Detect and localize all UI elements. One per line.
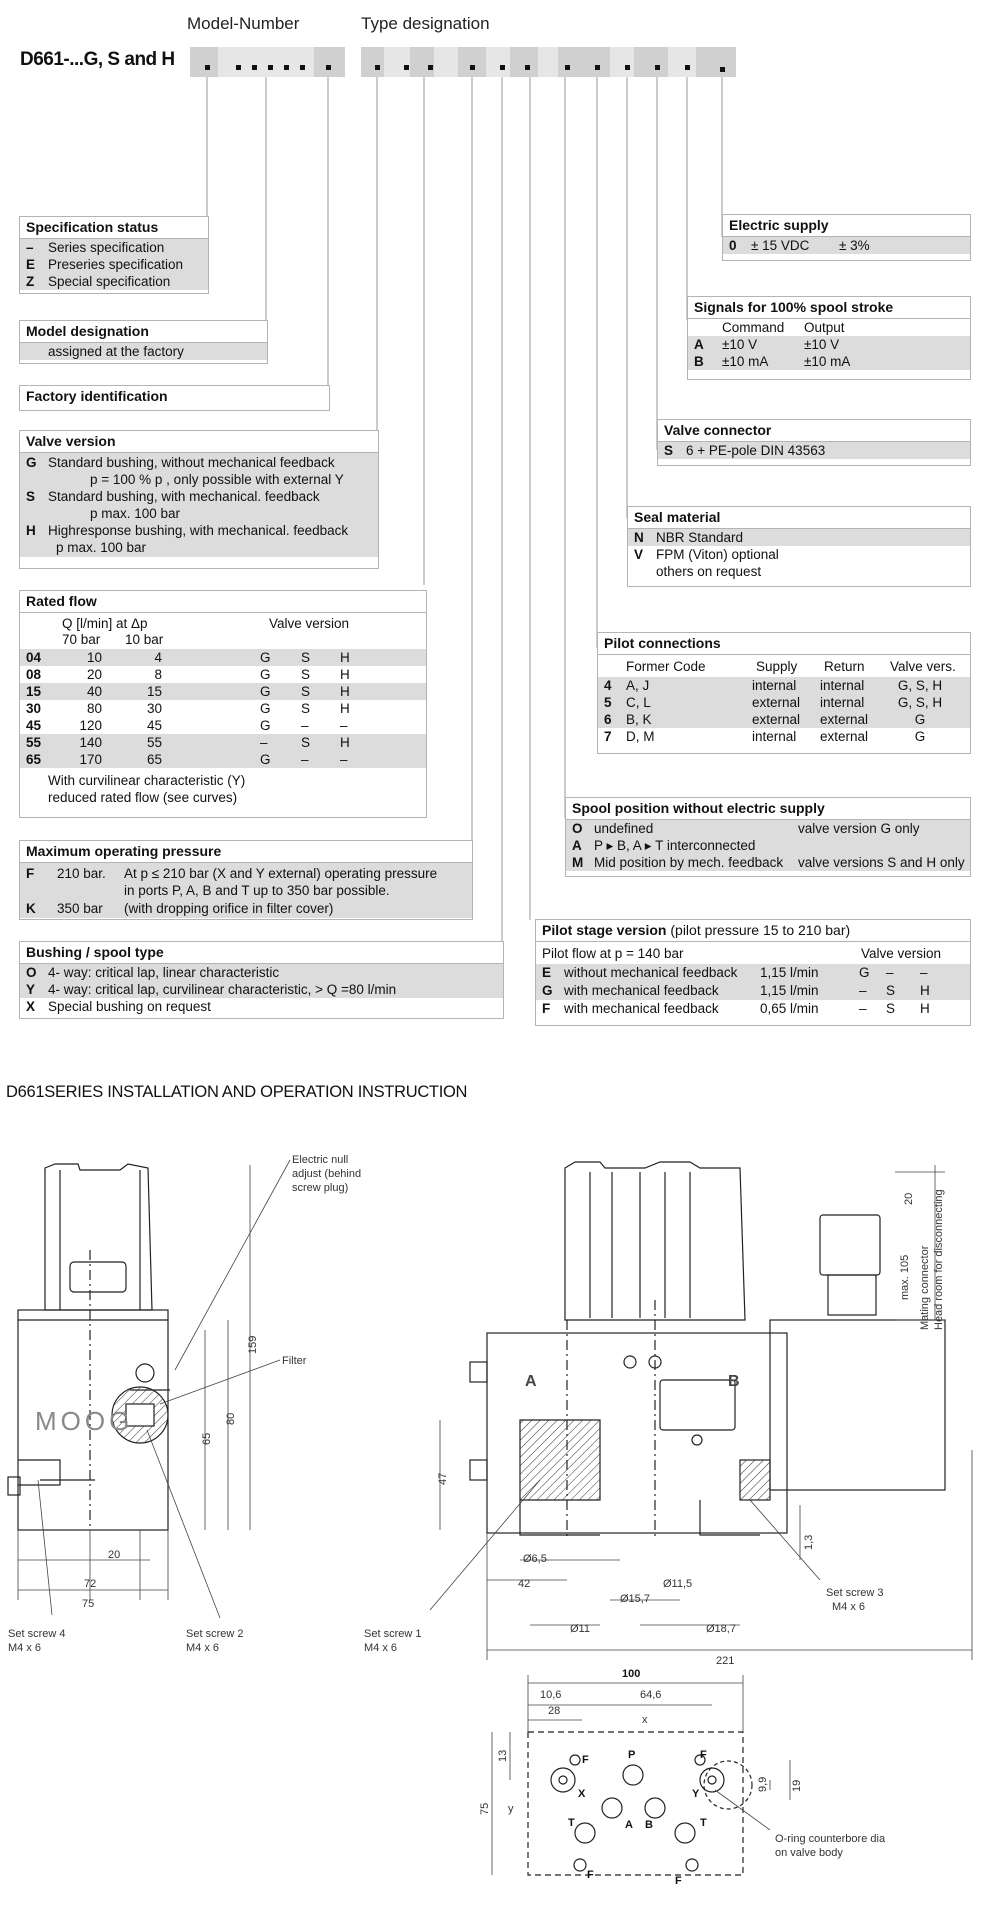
pilot-connections-rows (598, 677, 970, 745)
pilot-connections-title: Pilot connections (598, 633, 970, 655)
rated-flow-box (19, 590, 427, 818)
note: valve versions S and H only (798, 855, 965, 870)
set-screw-3-size: M4 x 6 (832, 1601, 866, 1613)
table-row (20, 683, 426, 700)
pilot-flow: 1,15 l/min (760, 983, 819, 998)
valve-vers: G (914, 712, 926, 727)
valve-version-box (19, 430, 379, 569)
list-item: O 4- way: critical lap, linear characteristic (20, 964, 503, 981)
list-item: others on request (656, 564, 762, 579)
list-item: G Standard bushing, without mechanical feedback p = 100 % p , only possible with external Y S Standard bushing, with mechanical. feedback p max. 100 bar H Highresponse bushing, with mechanical. feedback p max. 100 bar (20, 453, 378, 557)
dim-42: 42 (518, 1578, 531, 1590)
bushing-box (19, 941, 504, 1019)
electric-supply-box (722, 214, 971, 261)
port-f3-label: F (675, 1875, 682, 1887)
vv-h: – (920, 965, 928, 980)
vv-s: S (301, 701, 311, 716)
row-code: O (572, 821, 583, 836)
model-designation-box (19, 320, 268, 364)
list-item: Z Special specification (20, 273, 208, 290)
max-pressure-box (19, 840, 473, 920)
supply: external (752, 695, 801, 710)
list-item: F 210 bar. At p ≤ 210 bar (X and Y external) operating pressure in ports P, A, B and T up to 350 bar possible. (20, 863, 472, 900)
vv-s: – (886, 965, 894, 980)
return: external (820, 712, 869, 727)
set-screw-4-size: M4 x 6 (8, 1642, 42, 1654)
spool-position-box (565, 797, 971, 877)
vv-h: – (340, 718, 348, 733)
row-code: E (542, 965, 552, 980)
dim-9-9: 9,9 (757, 1776, 769, 1792)
vv-g: – (859, 983, 867, 998)
mating-connector-label: Mating connector (919, 1245, 931, 1330)
vv-h: H (920, 1001, 930, 1016)
port-b-plan-label: B (645, 1819, 653, 1831)
valve-vers: G, S, H (897, 678, 943, 693)
table-row (20, 700, 426, 717)
dim-d18-7: Ø18,7 (706, 1623, 736, 1635)
vv-h: H (340, 667, 350, 682)
vv-g: – (859, 1001, 867, 1016)
signals-box (687, 296, 971, 380)
signals-title: Signals for 100% spool stroke (688, 297, 970, 319)
table-row (20, 649, 426, 666)
rated-flow-title: Rated flow (20, 591, 426, 613)
rated-flow-header: Q [l/min] at Δp 70 bar 10 bar Valve version (62, 616, 350, 647)
row-code: F (542, 1001, 551, 1016)
rated-flow-rows (20, 649, 426, 768)
valve-vers: G (914, 729, 926, 744)
vv-s: S (301, 684, 311, 699)
dim-20: 20 (108, 1549, 121, 1561)
flow-10bar: 55 (146, 735, 162, 750)
list-item: S 6 + PE-pole DIN 43563 (658, 442, 970, 459)
table-row (566, 820, 970, 837)
vv-s: S (301, 735, 311, 750)
pilot-flow: 0,65 l/min (760, 1001, 819, 1016)
port-f2-label: F (700, 1749, 707, 1761)
port-b-label: B (728, 1373, 740, 1390)
table-row (536, 964, 970, 982)
flow-70bar: 80 (86, 701, 102, 716)
electric-null-label-1: Electric null (292, 1154, 349, 1166)
vv-g: G (260, 752, 271, 767)
row-code: 45 (26, 718, 42, 733)
side-view-right (470, 1162, 945, 1540)
description: P ▸ B, A ▸ T interconnected (594, 838, 756, 853)
dim-75: 75 (82, 1598, 95, 1610)
dim-47: 47 (437, 1472, 449, 1485)
description: undefined (594, 821, 654, 836)
set-screw-3-label: Set screw 3 (826, 1587, 884, 1599)
vv-s: S (301, 650, 311, 665)
spec-status-title: Specification status (20, 217, 208, 239)
spool-position-title: Spool position without electric supply (566, 798, 970, 820)
description: without mechanical feedback (564, 965, 738, 980)
table-row (20, 666, 426, 683)
vv-h: H (340, 701, 350, 716)
flow-70bar: 40 (86, 684, 102, 699)
row-code: 04 (26, 650, 42, 665)
row-code: 4 (604, 678, 612, 693)
electric-null-label-3: screw plug) (292, 1182, 349, 1194)
former-code: A, J (626, 678, 650, 693)
vv-g: G (260, 650, 271, 665)
row-code: 7 (604, 729, 612, 744)
valve-connector-title: Valve connector (658, 420, 970, 442)
model-code: D661-...G, S and H (20, 49, 175, 70)
dim-64-6: 64,6 (640, 1689, 662, 1701)
flow-70bar: 20 (86, 667, 102, 682)
flow-10bar: 8 (154, 667, 162, 682)
list-item: 0 ± 15 VDC ± 3% (723, 237, 970, 254)
list-item: A ±10 V ±10 V (688, 336, 970, 353)
dim-20-right: 20 (903, 1192, 915, 1205)
port-p-label: P (628, 1749, 636, 1761)
port-y-label: Y (692, 1788, 700, 1800)
port-t2-label: T (700, 1817, 707, 1829)
dim-d6-5: Ø6,5 (523, 1553, 547, 1565)
table-row (598, 694, 970, 711)
return: external (820, 729, 869, 744)
table-row (20, 751, 426, 768)
row-code: 15 (26, 684, 42, 699)
port-f4-label: F (587, 1869, 594, 1881)
flow-10bar: 30 (146, 701, 162, 716)
axis-x: x (642, 1714, 648, 1726)
seal-material-box (627, 506, 971, 587)
model-designation-title: Model designation (20, 321, 267, 343)
row-code: 65 (26, 752, 42, 767)
supply: internal (752, 729, 797, 744)
pilot-stage-rows (536, 964, 970, 1018)
vv-g: G (859, 965, 870, 980)
flow-70bar: 10 (86, 650, 102, 665)
table-row (566, 837, 970, 854)
port-a-plan-label: A (625, 1819, 633, 1831)
seal-material-title: Seal material (628, 507, 970, 529)
max-pressure-title: Maximum operating pressure (20, 841, 472, 863)
set-screw-1-size: M4 x 6 (364, 1642, 398, 1654)
dim-75-bottom: 75 (479, 1802, 491, 1815)
set-screw-2-size: M4 x 6 (186, 1642, 220, 1654)
return: internal (820, 695, 865, 710)
dim-65: 65 (201, 1432, 213, 1445)
description: with mechanical feedback (564, 1001, 719, 1016)
dim-13: 13 (497, 1749, 509, 1762)
flow-10bar: 45 (146, 718, 162, 733)
supply: internal (752, 678, 797, 693)
pilot-connections-header: Former Code Supply Return Valve vers. (626, 659, 956, 674)
vv-g: G (260, 701, 271, 716)
flow-10bar: 4 (154, 650, 162, 665)
list-item: Y 4- way: critical lap, curvilinear characteristic, > Q =80 l/min (20, 981, 503, 998)
row-code: M (572, 855, 584, 870)
dim-80: 80 (225, 1412, 237, 1425)
pilot-stage-header: Pilot flow at p = 140 bar Valve version (542, 946, 942, 961)
description: with mechanical feedback (564, 983, 719, 998)
filter-label: Filter (282, 1355, 307, 1367)
list-item: – Series specification (20, 239, 208, 256)
flow-70bar: 140 (79, 735, 102, 750)
electric-null-label-2: adjust (behind (292, 1168, 362, 1180)
vv-h: H (340, 650, 350, 665)
dim-d15-7: Ø15,7 (620, 1593, 650, 1605)
vv-g: – (260, 735, 268, 750)
dim-159: 159 (247, 1335, 259, 1354)
row-code: 55 (26, 735, 42, 750)
dim-max105: max. 105 (899, 1254, 911, 1300)
rated-flow-note: With curvilinear characteristic (Y) reduced rated flow (see curves) (48, 773, 246, 805)
row-code: G (542, 983, 553, 998)
spool-position-rows (566, 820, 970, 871)
dim-28: 28 (548, 1705, 561, 1717)
dim-10-6: 10,6 (540, 1689, 562, 1701)
table-row (20, 734, 426, 751)
model-number-label: Model-Number (187, 14, 300, 33)
vv-s: S (886, 983, 896, 998)
vv-g: G (260, 684, 271, 699)
valve-connector-box (657, 419, 971, 466)
row-code: 5 (604, 695, 612, 710)
pilot-flow: 1,15 l/min (760, 965, 819, 980)
spec-status-box (19, 216, 209, 294)
table-row (598, 677, 970, 694)
table-row (598, 711, 970, 728)
list-item: B ±10 mA ±10 mA (688, 353, 970, 370)
dim-100: 100 (622, 1668, 641, 1680)
vv-h: H (340, 684, 350, 699)
valve-version-title: Valve version (20, 431, 378, 453)
table-row (566, 854, 970, 871)
list-item: K 350 bar (with dropping orifice in filter cover) (20, 900, 472, 918)
list-item: X Special bushing on request (26, 999, 211, 1014)
former-code: D, M (626, 729, 655, 744)
dim-19: 19 (791, 1779, 803, 1792)
row-code: 30 (26, 701, 42, 716)
vv-s: – (301, 752, 309, 767)
moog-logo: MOOG (35, 1406, 134, 1436)
electric-supply-title: Electric supply (723, 215, 970, 237)
vv-h: H (920, 983, 930, 998)
port-pattern-view (528, 1732, 752, 1875)
installation-drawing (0, 1150, 1000, 1900)
return: internal (820, 678, 865, 693)
vv-h: – (340, 752, 348, 767)
table-row (536, 982, 970, 1000)
row-code: 08 (26, 667, 42, 682)
description: Mid position by mech. feedback (594, 855, 784, 870)
port-x-label: X (578, 1788, 586, 1800)
set-screw-2-label: Set screw 2 (186, 1628, 244, 1640)
port-f1-label: F (582, 1754, 589, 1766)
list-item: V FPM (Viton) optional (634, 547, 779, 562)
table-row (20, 717, 426, 734)
vv-s: S (301, 667, 311, 682)
table-row (598, 728, 970, 745)
row-code: 6 (604, 712, 612, 727)
type-designation-label: Type designation (361, 14, 490, 33)
dim-d11: Ø11 (570, 1623, 590, 1635)
section-title: D661SERIES INSTALLATION AND OPERATION INSTRUCTION (6, 1083, 468, 1101)
flow-10bar: 65 (146, 752, 162, 767)
factory-identification-box (19, 385, 330, 411)
vv-g: G (260, 718, 271, 733)
vv-s: S (886, 1001, 896, 1016)
dim-72: 72 (84, 1578, 97, 1590)
former-code: B, K (626, 712, 652, 727)
set-screw-4-label: Set screw 4 (8, 1628, 66, 1640)
signals-header: Command Output (722, 320, 845, 335)
oring-label-2: on valve body (775, 1847, 843, 1859)
pilot-connections-box (597, 632, 971, 754)
axis-y: y (508, 1803, 514, 1815)
port-a-label: A (525, 1373, 537, 1390)
supply: external (752, 712, 801, 727)
bushing-title: Bushing / spool type (20, 942, 503, 964)
flow-10bar: 15 (146, 684, 162, 699)
valve-vers: G, S, H (897, 695, 943, 710)
side-view-left (8, 1164, 170, 1530)
vv-g: G (260, 667, 271, 682)
flow-70bar: 120 (79, 718, 102, 733)
set-screw-1-label: Set screw 1 (364, 1628, 422, 1640)
vv-h: H (340, 735, 350, 750)
row-code: A (572, 838, 582, 853)
head-room-label: Head room for disconnecting (933, 1189, 945, 1330)
list-item: N NBR Standard (628, 529, 970, 546)
former-code: C, L (626, 695, 651, 710)
model-designation-text: assigned at the factory (20, 343, 267, 360)
vv-s: – (301, 718, 309, 733)
dim-d11-5: Ø11,5 (663, 1578, 693, 1590)
dim-1-3: 1,3 (803, 1534, 815, 1550)
list-item: E Preseries specification (20, 256, 208, 273)
pilot-stage-title: Pilot stage version (pilot pressure 15 to 210 bar) (536, 920, 970, 942)
port-t-label: T (568, 1817, 575, 1829)
dim-221: 221 (716, 1655, 735, 1667)
pilot-stage-box (535, 919, 971, 1026)
table-row (536, 1000, 970, 1018)
note: valve version G only (798, 821, 920, 836)
factory-identification-title: Factory identification (26, 388, 168, 404)
oring-label-1: O-ring counterbore dia (775, 1833, 886, 1845)
flow-70bar: 170 (79, 752, 102, 767)
